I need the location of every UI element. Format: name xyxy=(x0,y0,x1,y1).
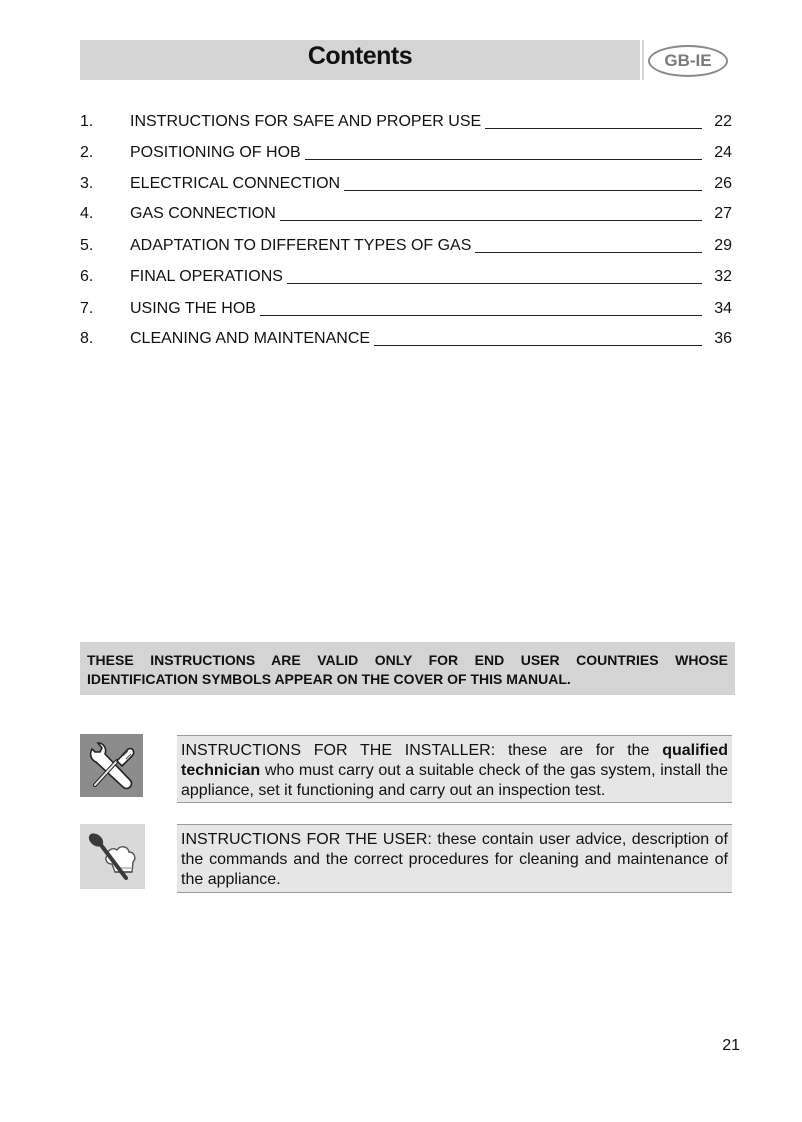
wrench-screwdriver-icon xyxy=(83,737,141,795)
page-number: 21 xyxy=(722,1037,740,1054)
toc-entry-number: 8. xyxy=(80,330,94,347)
spoon-chef-hat-icon xyxy=(82,826,144,888)
installer-text-emphasis: qualified technician xyxy=(181,742,728,779)
toc-leader-line xyxy=(305,158,702,160)
toc-entry-title: CLEANING AND MAINTENANCE xyxy=(130,330,371,347)
toc-entry[interactable] xyxy=(80,265,732,287)
toc-entry-page: 26 xyxy=(714,175,732,192)
toc-entry[interactable] xyxy=(80,202,732,224)
toc-entry-page: 36 xyxy=(714,330,732,347)
toc-leader-line xyxy=(287,282,702,284)
toc-leader-line xyxy=(260,314,702,316)
toc-entry-page: 24 xyxy=(714,144,732,161)
toc-entry-number: 4. xyxy=(80,205,94,222)
installer-icon-tile xyxy=(80,734,143,797)
toc-entry-title: ELECTRICAL CONNECTION xyxy=(130,175,341,192)
toc-entry-page: 34 xyxy=(714,300,732,317)
toc-entry[interactable] xyxy=(80,297,732,319)
user-instructions: INSTRUCTIONS FOR THE USER: these contain user advice, description of the commands and the correct procedures for cleaning and maintenance of the appliance. xyxy=(177,824,732,893)
toc-entry[interactable] xyxy=(80,172,732,194)
toc-entry[interactable] xyxy=(80,110,732,132)
validity-notice: THESE INSTRUCTIONS ARE VALID ONLY FOR END USER COUNTRIES WHOSE IDENTIFICATION SYMBOLS APPEAR ON THE COVER OF THIS MANUAL. xyxy=(80,642,735,695)
toc-entry-page: 29 xyxy=(714,237,732,254)
toc-entry[interactable] xyxy=(80,141,732,163)
toc-leader-line xyxy=(280,219,702,221)
user-icon-tile xyxy=(80,824,145,889)
toc-entry-number: 1. xyxy=(80,113,94,130)
toc-entry-number: 6. xyxy=(80,268,94,285)
toc-entry-number: 5. xyxy=(80,237,94,254)
toc-entry[interactable] xyxy=(80,327,732,349)
region-badge: GB-IE xyxy=(648,45,728,77)
toc-entry-title: INSTRUCTIONS FOR SAFE AND PROPER USE xyxy=(130,113,482,130)
installer-instructions xyxy=(177,735,732,803)
page-title: Contents xyxy=(307,41,413,70)
toc-entry-page: 27 xyxy=(714,205,732,222)
toc-leader-line xyxy=(374,344,702,346)
toc-entry-title: GAS CONNECTION xyxy=(130,205,276,222)
toc-entry-page: 22 xyxy=(714,113,732,130)
toc-entry-page: 32 xyxy=(714,268,732,285)
toc-entry-title: ADAPTATION TO DIFFERENT TYPES OF GAS xyxy=(130,237,472,254)
toc-entry-number: 7. xyxy=(80,300,94,317)
toc-entry-title: POSITIONING OF HOB xyxy=(130,144,301,161)
toc-leader-line xyxy=(344,189,702,191)
toc-entry[interactable] xyxy=(80,234,732,256)
toc-leader-line xyxy=(485,127,702,129)
installer-text-detail: who must carry out a suitable check of the gas system, install the appliance, set it functioning and carry out an inspection test. xyxy=(181,762,729,799)
toc-entry-number: 2. xyxy=(80,144,94,161)
toc-entry-number: 3. xyxy=(80,175,94,192)
header-divider xyxy=(642,40,644,80)
toc-entry-title: USING THE HOB xyxy=(130,300,256,317)
installer-text-intro: INSTRUCTIONS FOR THE INSTALLER: these are for the xyxy=(181,742,650,759)
contents-header xyxy=(80,40,640,80)
toc-entry-title: FINAL OPERATIONS xyxy=(130,268,283,285)
toc-leader-line xyxy=(475,251,702,253)
